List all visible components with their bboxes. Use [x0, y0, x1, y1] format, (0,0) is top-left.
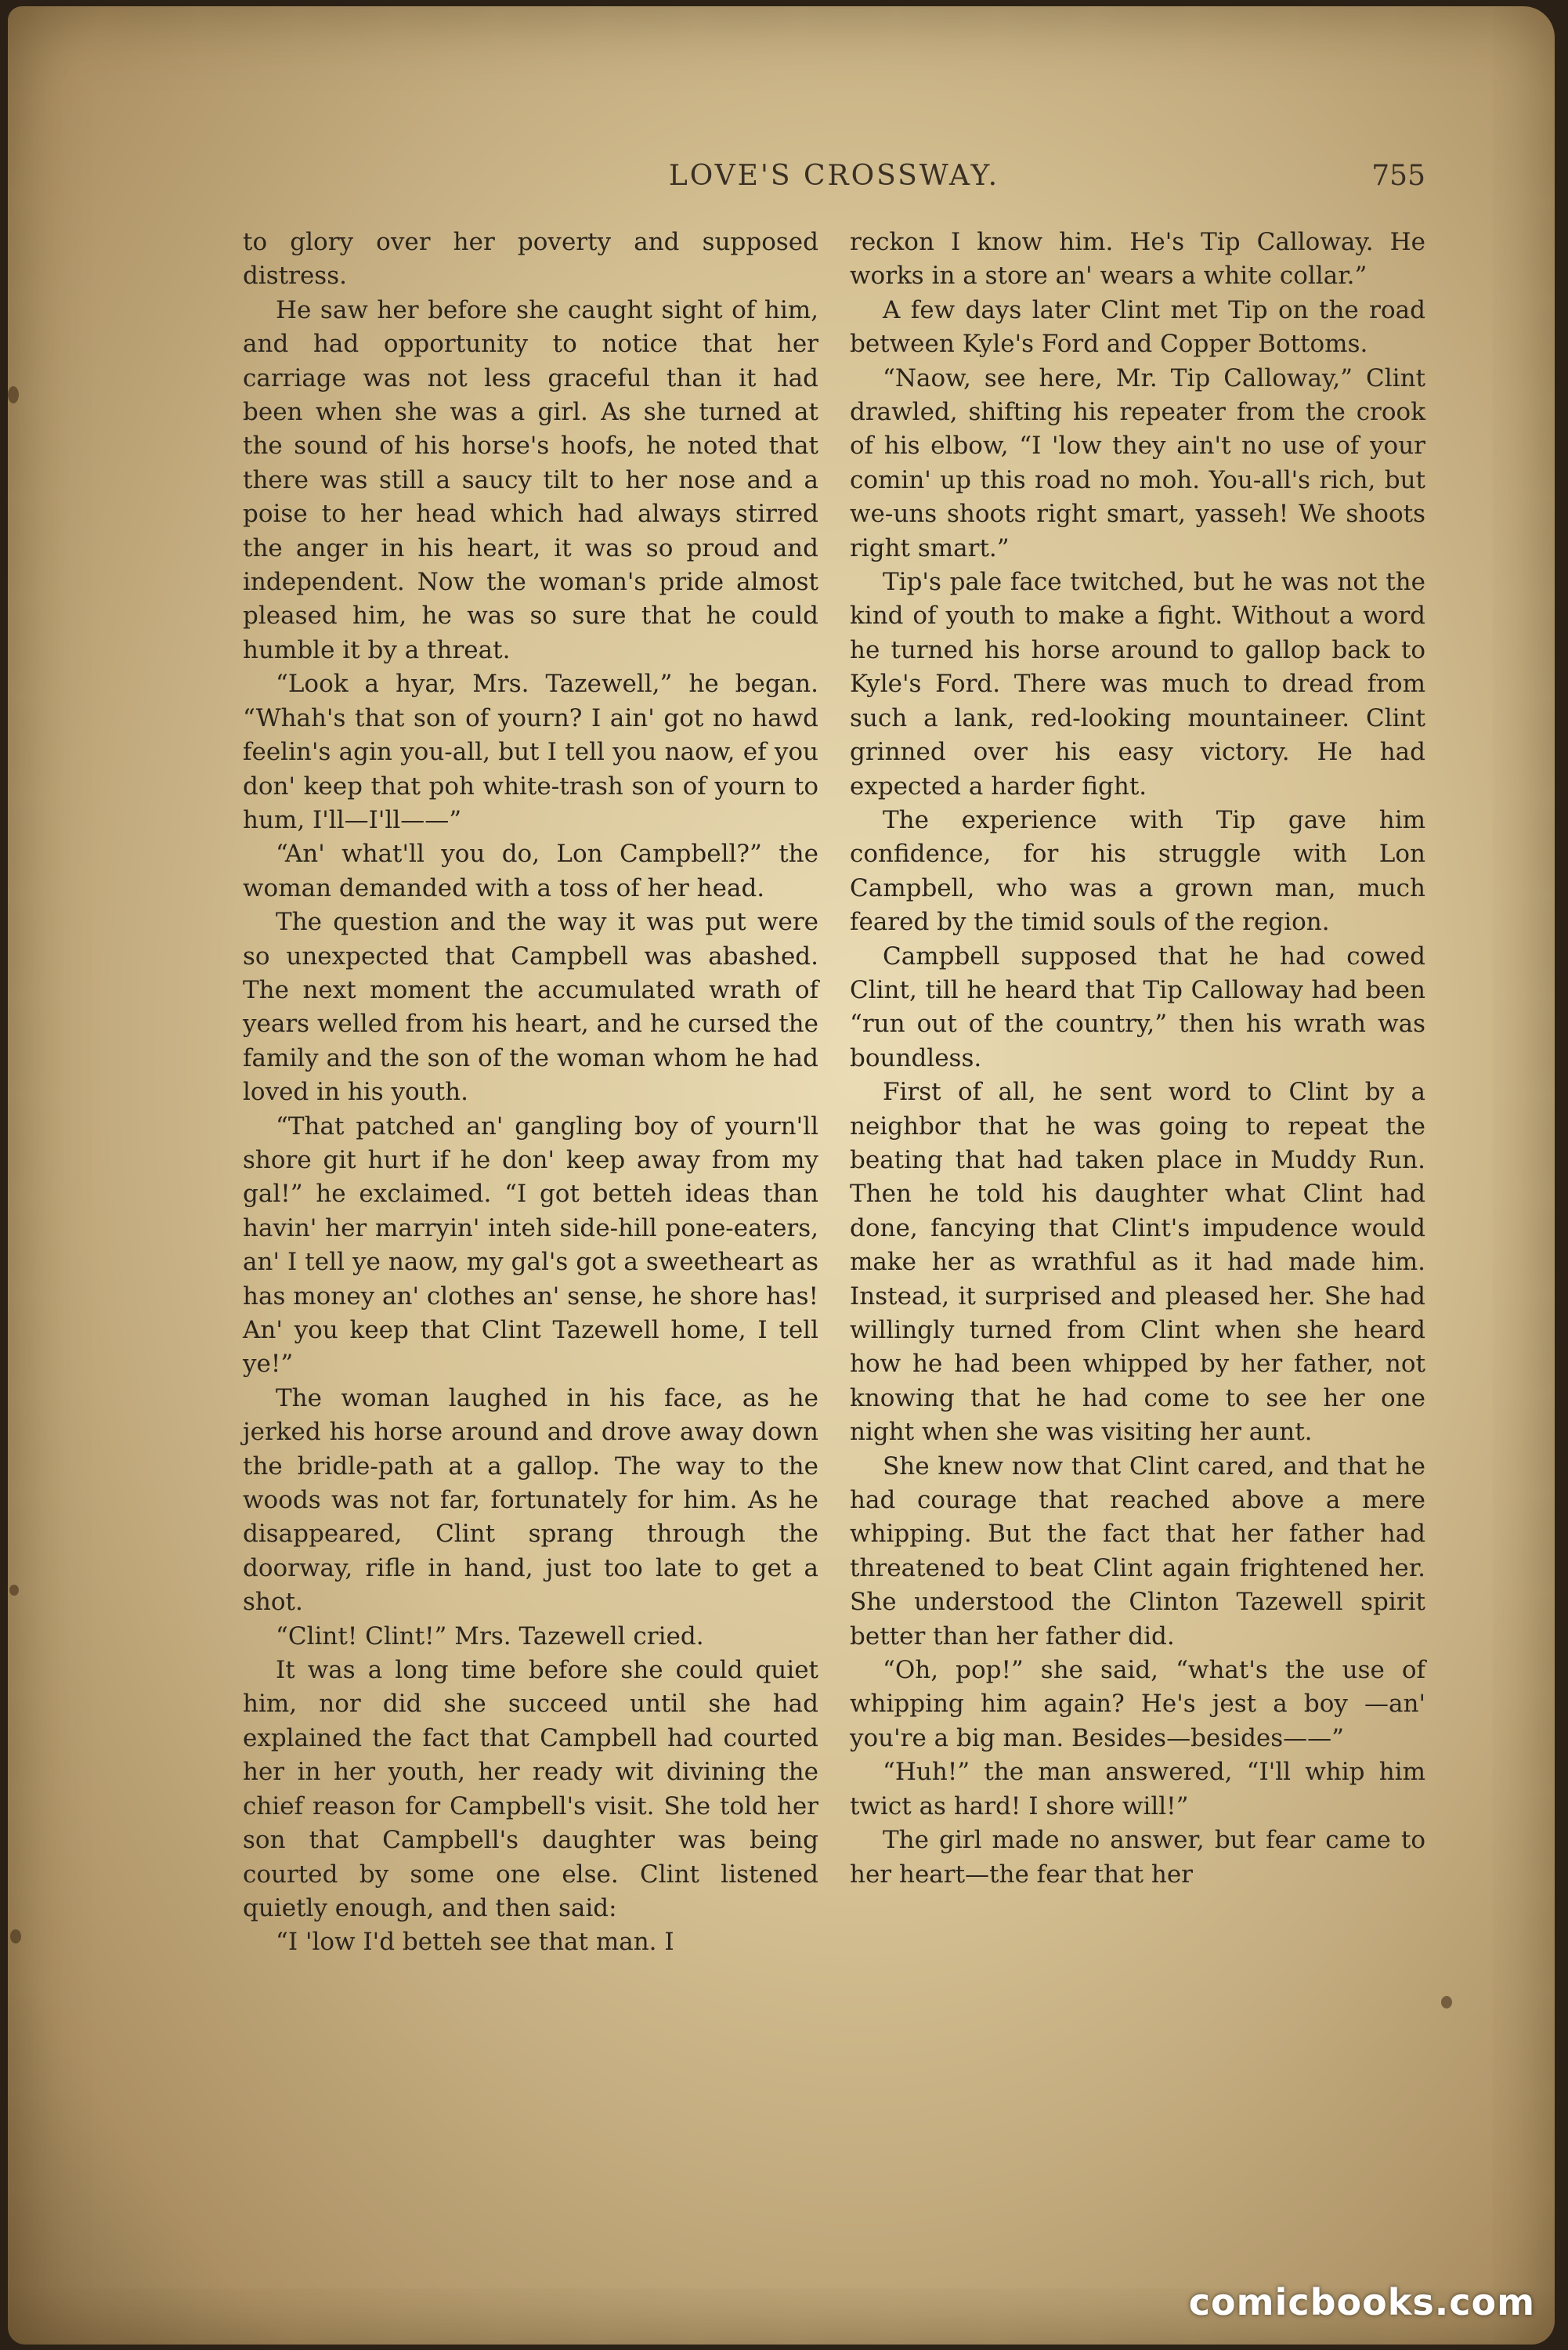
paragraph: He saw her before she caught sight of him, and had opportunity to notice that her carriage was not less graceful than it had been when she was a girl. As she turned at the sound of his horse's hoofs, he noted that there was still a saucy tilt to her nose and a poise to her head which had always stirred the anger in his heart, it was so proud and independent. Now the woman's pride almost pleased him, he was so sure that he could humble it by a threat.: [243, 295, 818, 664]
page-stain: [8, 386, 19, 403]
paragraph: “That patched an' gangling boy of yourn'll shore git hurt if he don' keep away from my gal!” he exclaimed. “I got betteh ideas than havin' her marryin' inteh side-hill pone-eaters, an' I tell ye naow, my gal's got a sweetheart as has money an' clothes an' sense, he shore has! An' you keep that Clint Tazewell home, I tell ye!”: [243, 1112, 818, 1379]
paragraph: She knew now that Clint cared, and that he had courage that reached above a mere whipping. But the fact that her father had threatened to beat Clint again frightened her. She understood the Clinton Tazewell spirit better than her father did.: [850, 1452, 1425, 1650]
paragraph: The experience with Tip gave him confidence, for his struggle with Lon Campbell, who was a grown man, much feared by the timid souls of the region.: [850, 805, 1425, 937]
paragraph: “Clint! Clint!” Mrs. Tazewell cried.: [276, 1622, 704, 1650]
book-page: [8, 6, 1555, 2345]
paragraph: The question and the way it was put were so unexpected that Campbell was abashed. The next moment the accumulated wrath of years welled from his heart, and he cursed the family and the son of the woman whom he had loved in his youth.: [243, 908, 818, 1107]
paragraph: “Look a hyar, Mrs. Tazewell,” he began. “Whah's that son of yourn? I ain' got no hawd feelin's agin you-all, but I tell you naow, ef you don' keep that poh white-trash son of yourn to hum, I'll—I'll——”: [243, 670, 818, 834]
paragraph: First of all, he sent word to Clint by a neighbor that he was going to repeat the beating that had taken place in Muddy Run. Then he told his daughter what Clint had done, fancying that Clint's impudence would make her as wrathful as it had made him. Instead, it surprised and pleased her. She had willingly turned from Clint when she heard how he had been whipped by her father, not knowing that he had come to see her one night when she was visiting her aunt.: [850, 1078, 1425, 1447]
paragraph: “Huh!” the man answered, “I'll whip him twict as hard! I shore will!”: [850, 1758, 1425, 1820]
page-stain: [10, 1929, 21, 1943]
text-column-right: [850, 226, 1425, 1892]
paragraph: It was a long time before she could quiet him, nor did she succeed until she had explained the fact that Campbell had courted her in her youth, her ready wit divining the chief reason for Campbell's visit. She told her son that Campbell's daughter was being courted by some one else. Clint listened quietly enough, and then said:: [243, 1656, 818, 1922]
paragraph: Campbell supposed that he had cowed Clint, till he heard that Tip Calloway had been “run out of the country,” then his wrath was boundless.: [850, 942, 1425, 1072]
paragraph: “Oh, pop!” she said, “what's the use of whipping him again? He's jest a boy —an' you're a big man. Besides—besides——”: [850, 1656, 1425, 1752]
running-header: [243, 155, 1425, 202]
paragraph: The girl made no answer, but fear came to her heart—the fear that her: [850, 1826, 1425, 1889]
paragraph: A few days later Clint met Tip on the road between Kyle's Ford and Copper Bottoms.: [850, 295, 1425, 359]
page-stain: [1441, 1996, 1452, 2008]
paragraph: The woman laughed in his face, as he jerked his horse around and drove away down the bridle-path at a gallop. The way to the woods was not far, fortunately for him. As he disappeared, Clint sprang through the doorway, rifle in hand, just too late to get a shot.: [243, 1383, 818, 1617]
paragraph: to glory over her poverty and supposed distress.: [243, 228, 818, 291]
paragraph: “Naow, see here, Mr. Tip Calloway,” Clint drawled, shifting his repeater from the crook of his elbow, “I 'low they ain't no use of your comin' up this road no moh. You-all's rich, but we-uns shoots right smart, yasseh! We shoots right smart.”: [850, 363, 1425, 562]
watermark: comicbooks.com: [1188, 2281, 1535, 2323]
page-number: 755: [1371, 160, 1425, 192]
running-title: LOVE'S CROSSWAY.: [668, 160, 1000, 192]
text-column-left: [243, 226, 818, 1960]
paragraph: reckon I know him. He's Tip Calloway. He works in a store an' wears a white collar.”: [850, 228, 1425, 291]
paragraph: Tip's pale face twitched, but he was not the kind of youth to make a fight. Without a word he turned his horse around to gallop back to Kyle's Ford. There was much to dread from such a lank, red-looking mountaineer. Clint grinned over his easy victory. He had expected a harder fight.: [850, 568, 1425, 801]
page-stain: [9, 1585, 19, 1596]
paragraph: “An' what'll you do, Lon Campbell?” the woman demanded with a toss of her head.: [243, 840, 818, 902]
paragraph: “I 'low I'd betteh see that man. I: [276, 1928, 674, 1957]
